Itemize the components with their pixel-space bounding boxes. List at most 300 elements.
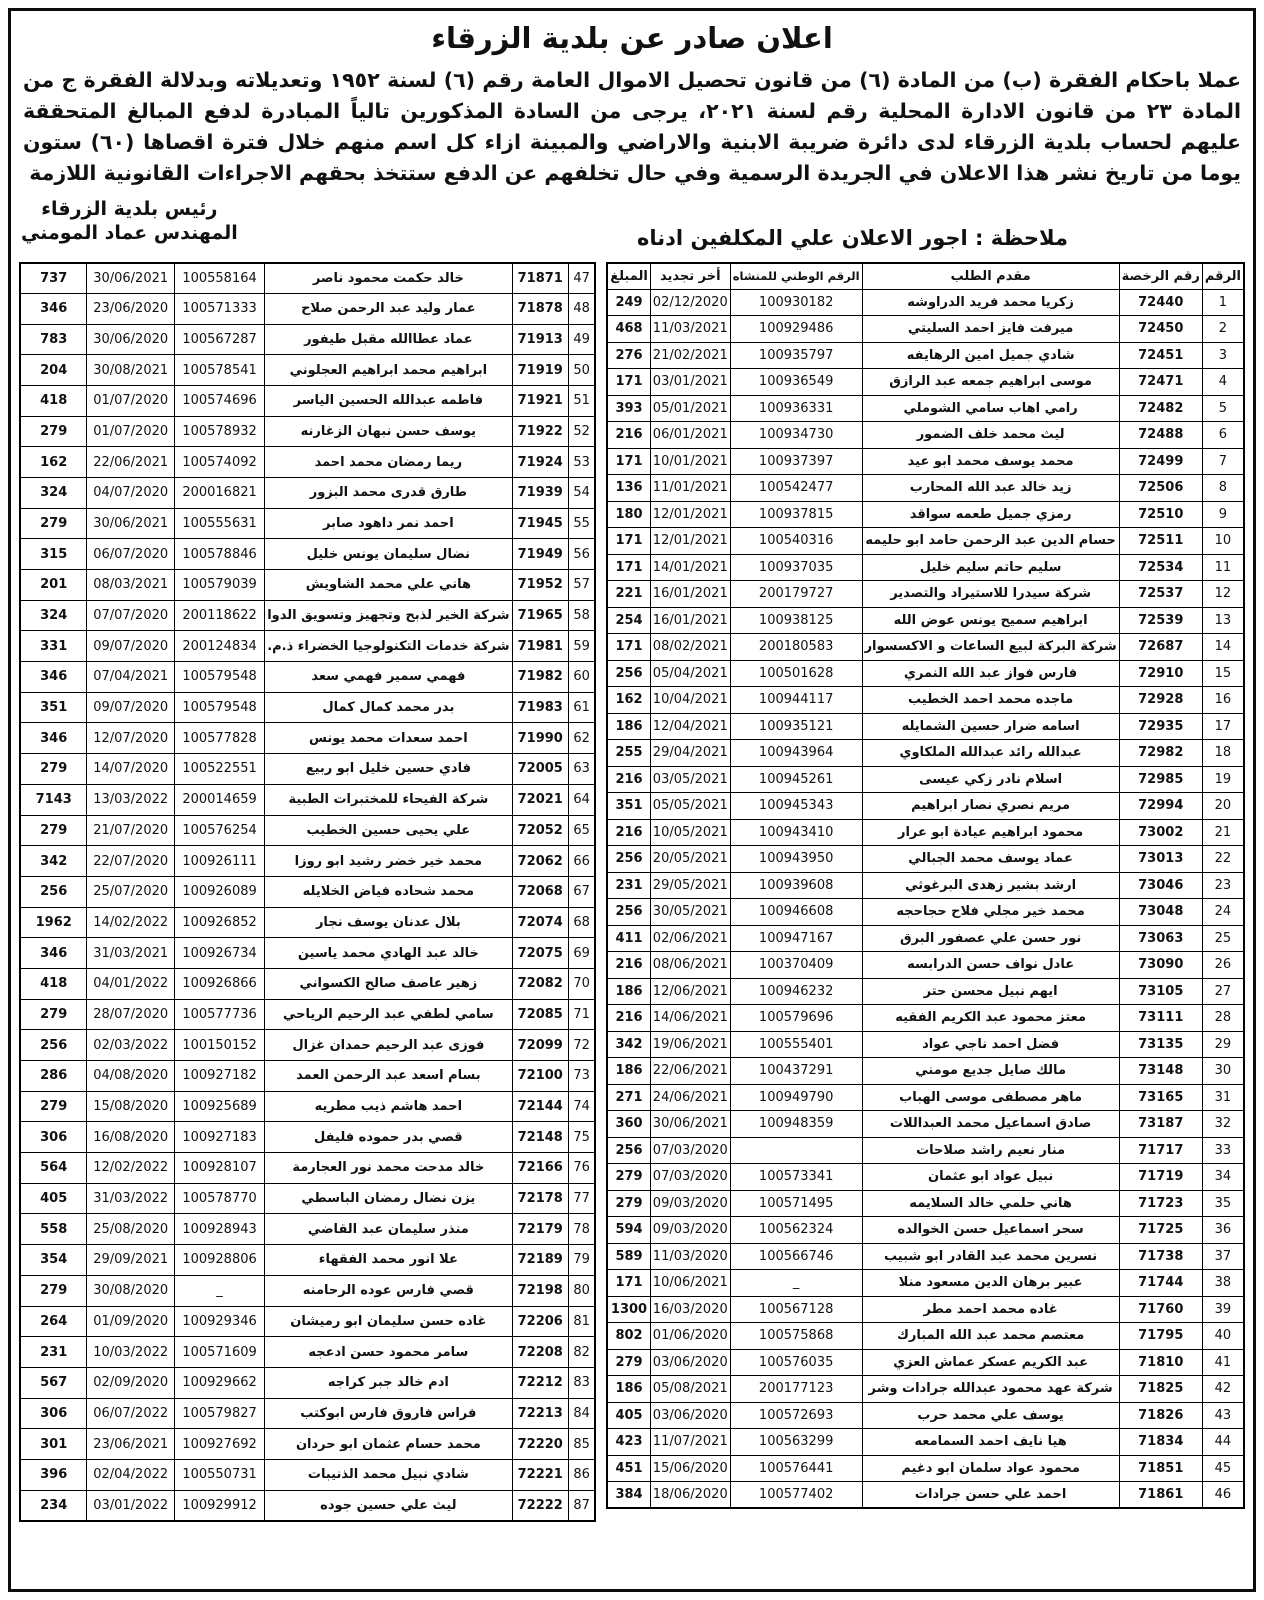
table-row bbox=[607, 846, 1244, 873]
renewal-date: 22/07/2020 bbox=[87, 846, 174, 877]
table-row bbox=[20, 293, 595, 324]
renewal-date: 30/06/2021 bbox=[650, 1111, 730, 1138]
applicant-name: محمد حسام عثمان ابو حردان bbox=[265, 1429, 512, 1460]
amount: 346 bbox=[20, 293, 87, 324]
license-number: 72482 bbox=[1119, 395, 1202, 422]
amount: 346 bbox=[20, 662, 87, 693]
row-number: 77 bbox=[568, 1183, 595, 1214]
renewal-date: 07/07/2020 bbox=[87, 600, 174, 631]
license-number: 72440 bbox=[1119, 289, 1202, 316]
national-number: 100947167 bbox=[730, 925, 862, 952]
applicant-name: معتصم محمد عبد الله المبارك bbox=[862, 1323, 1119, 1350]
row-number: 50 bbox=[568, 355, 595, 386]
renewal-date: 29/09/2021 bbox=[87, 1245, 174, 1276]
license-number: 71871 bbox=[512, 263, 568, 294]
applicant-name: نبيل عواد ابو عثمان bbox=[862, 1164, 1119, 1191]
national-number: 100579827 bbox=[174, 1398, 264, 1429]
row-number: 38 bbox=[1202, 1270, 1244, 1297]
applicant-name: فادي حسين خليل ابو ربيع bbox=[265, 754, 512, 785]
renewal-date: 15/06/2020 bbox=[650, 1455, 730, 1482]
table-row bbox=[607, 1270, 1244, 1297]
national-number: 100579548 bbox=[174, 692, 264, 723]
table-row bbox=[607, 1429, 1244, 1456]
header-license-number: رقم الرخصة bbox=[1119, 263, 1202, 290]
table-row bbox=[607, 952, 1244, 979]
national-number: 200118622 bbox=[174, 600, 264, 631]
row-number: 84 bbox=[568, 1398, 595, 1429]
row-number: 71 bbox=[568, 999, 595, 1030]
renewal-date: 09/07/2020 bbox=[87, 631, 174, 662]
table-row bbox=[607, 395, 1244, 422]
table-row bbox=[20, 1306, 595, 1337]
applicant-name: نضال سليمان يونس خليل bbox=[265, 539, 512, 570]
amount: 254 bbox=[607, 607, 650, 634]
renewal-date: 05/01/2021 bbox=[650, 395, 730, 422]
row-number: 33 bbox=[1202, 1137, 1244, 1164]
row-number: 61 bbox=[568, 692, 595, 723]
signature-block bbox=[21, 198, 238, 246]
table-row bbox=[20, 1091, 595, 1122]
renewal-date: 10/05/2021 bbox=[650, 819, 730, 846]
table-row bbox=[607, 1190, 1244, 1217]
table-row bbox=[607, 316, 1244, 343]
national-number: 100928806 bbox=[174, 1245, 264, 1276]
table-row bbox=[20, 1429, 595, 1460]
renewal-date: 22/06/2021 bbox=[650, 1058, 730, 1085]
table-row bbox=[20, 784, 595, 815]
table-row bbox=[20, 692, 595, 723]
row-number: 3 bbox=[1202, 342, 1244, 369]
license-number: 71983 bbox=[512, 692, 568, 723]
table-row bbox=[607, 740, 1244, 767]
renewal-date: 04/07/2020 bbox=[87, 477, 174, 508]
applicant-name: عماد يوسف محمد الجبالي bbox=[862, 846, 1119, 873]
license-number: 73105 bbox=[1119, 978, 1202, 1005]
license-number: 71760 bbox=[1119, 1296, 1202, 1323]
row-number: 6 bbox=[1202, 422, 1244, 449]
license-number: 73165 bbox=[1119, 1084, 1202, 1111]
license-number: 71913 bbox=[512, 324, 568, 355]
renewal-date: 01/07/2020 bbox=[87, 416, 174, 447]
applicant-name: عمار وليد عبد الرحمن صلاح bbox=[265, 293, 512, 324]
row-number: 24 bbox=[1202, 899, 1244, 926]
license-number: 71719 bbox=[1119, 1164, 1202, 1191]
national-number: 100567287 bbox=[174, 324, 264, 355]
table-row bbox=[20, 907, 595, 938]
renewal-date: 06/07/2022 bbox=[87, 1398, 174, 1429]
national-number: 100926111 bbox=[174, 846, 264, 877]
amount: 418 bbox=[20, 968, 87, 999]
table-row bbox=[20, 815, 595, 846]
license-number: 72471 bbox=[1119, 369, 1202, 396]
amount: 234 bbox=[20, 1490, 87, 1521]
national-number: 100555631 bbox=[174, 508, 264, 539]
national-number: 100577402 bbox=[730, 1482, 862, 1509]
applicant-name: ابراهيم محمد ابراهيم العجلوني bbox=[265, 355, 512, 386]
renewal-date: 30/08/2020 bbox=[87, 1275, 174, 1306]
national-number: 100930182 bbox=[730, 289, 862, 316]
national-number: 100522551 bbox=[174, 754, 264, 785]
amount: 802 bbox=[607, 1323, 650, 1350]
applicant-name: بدر محمد كمال كمال bbox=[265, 692, 512, 723]
row-number: 83 bbox=[568, 1367, 595, 1398]
renewal-date: 01/09/2020 bbox=[87, 1306, 174, 1337]
renewal-date: 12/01/2021 bbox=[650, 501, 730, 528]
renewal-date: 12/06/2021 bbox=[650, 978, 730, 1005]
amount: 451 bbox=[607, 1455, 650, 1482]
renewal-date: 05/05/2021 bbox=[650, 793, 730, 820]
national-number: 200179727 bbox=[730, 581, 862, 608]
table-row bbox=[20, 1153, 595, 1184]
amount: 346 bbox=[20, 723, 87, 754]
amount: 7143 bbox=[20, 784, 87, 815]
applicant-name: خالد حكمت محمود ناصر bbox=[265, 263, 512, 294]
applicant-name: ريما رمضان محمد احمد bbox=[265, 447, 512, 478]
applicant-name: يزن نضال رمضان الباسطي bbox=[265, 1183, 512, 1214]
license-number: 72994 bbox=[1119, 793, 1202, 820]
row-number: 78 bbox=[568, 1214, 595, 1245]
renewal-date: 24/06/2021 bbox=[650, 1084, 730, 1111]
license-number: 71851 bbox=[1119, 1455, 1202, 1482]
table-row bbox=[20, 1030, 595, 1061]
row-number: 43 bbox=[1202, 1402, 1244, 1429]
renewal-date: 12/01/2021 bbox=[650, 528, 730, 555]
renewal-date: 23/06/2020 bbox=[87, 293, 174, 324]
renewal-date: 09/03/2020 bbox=[650, 1217, 730, 1244]
amount: 279 bbox=[20, 1275, 87, 1306]
national-number: 100563299 bbox=[730, 1429, 862, 1456]
license-number: 72985 bbox=[1119, 766, 1202, 793]
row-number: 54 bbox=[568, 477, 595, 508]
license-number: 72166 bbox=[512, 1153, 568, 1184]
applicant-name: منذر سليمان عبد القاضي bbox=[265, 1214, 512, 1245]
national-number: 100576035 bbox=[730, 1349, 862, 1376]
national-number: 100578932 bbox=[174, 416, 264, 447]
row-number: 45 bbox=[1202, 1455, 1244, 1482]
row-number: 2 bbox=[1202, 316, 1244, 343]
row-number: 79 bbox=[568, 1245, 595, 1276]
national-number: 100926089 bbox=[174, 876, 264, 907]
amount: 231 bbox=[20, 1337, 87, 1368]
table-row bbox=[20, 1122, 595, 1153]
row-number: 10 bbox=[1202, 528, 1244, 555]
renewal-date: 14/01/2021 bbox=[650, 554, 730, 581]
header-applicant: مقدم الطلب bbox=[862, 263, 1119, 290]
note-text: ملاحظة : اجور الاعلان علي المكلفين ادناه bbox=[636, 225, 1068, 250]
table-row bbox=[607, 660, 1244, 687]
applicant-name: ابراهيم سميح يونس عوض الله bbox=[862, 607, 1119, 634]
renewal-date: 12/02/2022 bbox=[87, 1153, 174, 1184]
amount: 411 bbox=[607, 925, 650, 952]
row-number: 58 bbox=[568, 600, 595, 631]
applicant-name: عادل نواف حسن الدرابسه bbox=[862, 952, 1119, 979]
renewal-date: 03/01/2021 bbox=[650, 369, 730, 396]
license-number: 72687 bbox=[1119, 634, 1202, 661]
national-number: 100935121 bbox=[730, 713, 862, 740]
national-number: 100948359 bbox=[730, 1111, 862, 1138]
row-number: 23 bbox=[1202, 872, 1244, 899]
renewal-date: 21/02/2021 bbox=[650, 342, 730, 369]
row-number: 59 bbox=[568, 631, 595, 662]
license-number: 72499 bbox=[1119, 448, 1202, 475]
renewal-date: 06/07/2020 bbox=[87, 539, 174, 570]
license-number: 72488 bbox=[1119, 422, 1202, 449]
renewal-date: 16/01/2021 bbox=[650, 581, 730, 608]
table-row bbox=[607, 1349, 1244, 1376]
table-row bbox=[20, 1459, 595, 1490]
applicant-name: شركة الفيحاء للمختبرات الطبية bbox=[265, 784, 512, 815]
applicant-name: شركة الخير لذبح وتجهيز وتسويق الدوا bbox=[265, 600, 512, 631]
applicant-name: رامي اهاب سامي الشوملي bbox=[862, 395, 1119, 422]
applicant-name: محمود عواد سلمان ابو دغيم bbox=[862, 1455, 1119, 1482]
row-number: 47 bbox=[568, 263, 595, 294]
national-number: 100939608 bbox=[730, 872, 862, 899]
amount: 162 bbox=[20, 447, 87, 478]
renewal-date: 02/09/2020 bbox=[87, 1367, 174, 1398]
applicant-name: يوسف علي محمد حرب bbox=[862, 1402, 1119, 1429]
amount: 279 bbox=[20, 1091, 87, 1122]
renewal-date: 30/06/2021 bbox=[87, 263, 174, 294]
license-number: 71878 bbox=[512, 293, 568, 324]
amount: 346 bbox=[20, 938, 87, 969]
applicant-name: شركة عهد محمود عبدالله جرادات وشر bbox=[862, 1376, 1119, 1403]
table-row bbox=[607, 1243, 1244, 1270]
applicant-name: سامي لطفي عبد الرحيم الرياحي bbox=[265, 999, 512, 1030]
renewal-date: 06/01/2021 bbox=[650, 422, 730, 449]
applicant-name: سحر اسماعيل حسن الخوالده bbox=[862, 1217, 1119, 1244]
license-number: 72221 bbox=[512, 1459, 568, 1490]
table-row bbox=[607, 1296, 1244, 1323]
renewal-date: 03/06/2020 bbox=[650, 1402, 730, 1429]
table-row bbox=[607, 1376, 1244, 1403]
national-number: 100929486 bbox=[730, 316, 862, 343]
renewal-date: 30/06/2020 bbox=[87, 324, 174, 355]
national-number: 100936549 bbox=[730, 369, 862, 396]
row-number: 8 bbox=[1202, 475, 1244, 502]
table-row bbox=[607, 766, 1244, 793]
license-number: 73090 bbox=[1119, 952, 1202, 979]
row-number: 46 bbox=[1202, 1482, 1244, 1509]
national-number: 100578541 bbox=[174, 355, 264, 386]
license-table-left bbox=[19, 262, 596, 1522]
table-row bbox=[20, 477, 595, 508]
applicant-name: عبير برهان الدين مسعود منلا bbox=[862, 1270, 1119, 1297]
national-number: 100945343 bbox=[730, 793, 862, 820]
license-number: 73135 bbox=[1119, 1031, 1202, 1058]
national-number: 100571609 bbox=[174, 1337, 264, 1368]
license-number: 72213 bbox=[512, 1398, 568, 1429]
row-number: 19 bbox=[1202, 766, 1244, 793]
applicant-name: علا انور محمد الفقهاء bbox=[265, 1245, 512, 1276]
table-row bbox=[20, 1061, 595, 1092]
renewal-date: 10/03/2022 bbox=[87, 1337, 174, 1368]
renewal-date: 14/07/2020 bbox=[87, 754, 174, 785]
national-number: 100555401 bbox=[730, 1031, 862, 1058]
applicant-name: مالك صايل جديع مومني bbox=[862, 1058, 1119, 1085]
renewal-date: 18/06/2020 bbox=[650, 1482, 730, 1509]
applicant-name: فوزى عبد الرحيم حمدان غزال bbox=[265, 1030, 512, 1061]
license-number: 72005 bbox=[512, 754, 568, 785]
national-number: 100571495 bbox=[730, 1190, 862, 1217]
applicant-name: شركة خدمات التكنولوجيا الخضراء ذ.م. bbox=[265, 631, 512, 662]
table-row bbox=[607, 1217, 1244, 1244]
amount: 256 bbox=[607, 660, 650, 687]
row-number: 60 bbox=[568, 662, 595, 693]
amount: 783 bbox=[20, 324, 87, 355]
license-number: 71949 bbox=[512, 539, 568, 570]
renewal-date: 12/04/2021 bbox=[650, 713, 730, 740]
row-number: 55 bbox=[568, 508, 595, 539]
national-number: 100928107 bbox=[174, 1153, 264, 1184]
applicant-name: فارس فواز عبد الله النمري bbox=[862, 660, 1119, 687]
license-number: 72178 bbox=[512, 1183, 568, 1214]
renewal-date: 07/04/2021 bbox=[87, 662, 174, 693]
national-number: 100573341 bbox=[730, 1164, 862, 1191]
renewal-date: 13/03/2022 bbox=[87, 784, 174, 815]
table-row bbox=[607, 872, 1244, 899]
amount: 354 bbox=[20, 1245, 87, 1276]
table-row bbox=[20, 1367, 595, 1398]
table-body-right bbox=[607, 289, 1244, 1508]
row-number: 29 bbox=[1202, 1031, 1244, 1058]
applicant-name: شركة البركة لبيع الساعات و الاكسسوار bbox=[862, 634, 1119, 661]
national-number: 100540316 bbox=[730, 528, 862, 555]
applicant-name: موسى ابراهيم جمعه عبد الرازق bbox=[862, 369, 1119, 396]
table-row bbox=[20, 968, 595, 999]
amount: 221 bbox=[607, 581, 650, 608]
license-number: 71861 bbox=[1119, 1482, 1202, 1509]
national-number: 200177123 bbox=[730, 1376, 862, 1403]
amount: 423 bbox=[607, 1429, 650, 1456]
national-number: 200124834 bbox=[174, 631, 264, 662]
row-number: 42 bbox=[1202, 1376, 1244, 1403]
row-number: 51 bbox=[568, 385, 595, 416]
applicant-name: منار نعيم راشد صلاحات bbox=[862, 1137, 1119, 1164]
announcement-body: عملا باحكام الفقرة (ب) من المادة (٦) من قانون تحصيل الاموال العامة رقم (٦) لسنة ١٩٥٢ وتعديلاته وبدلالة الفقرة ج من المادة ٢٣ من قانون الادارة المحلية رقم لسنة ٢٠٢١، يرجى من السادة المذكورين تالياً المبادرة لدفع المبالغ المتحققة عليهم لحساب بلدية الزرقاء لدى دائرة ضريبة الابنية والاراضي والمبينة ازاء كل اسم منهم خلال فترة اقصاها (٦٠) ستون يوما من تاريخ نشر هذا الاعلان في الجريدة الرسمية وفي حال تخلفهم عن الدفع ستتخذ بحقهم الاجراءات القانونية اللازمة bbox=[23, 68, 1241, 186]
row-number: 66 bbox=[568, 846, 595, 877]
license-number: 72144 bbox=[512, 1091, 568, 1122]
row-number: 14 bbox=[1202, 634, 1244, 661]
amount: 306 bbox=[20, 1122, 87, 1153]
row-number: 39 bbox=[1202, 1296, 1244, 1323]
table-row bbox=[20, 355, 595, 386]
applicant-name: رمزي جميل طعمه سواقد bbox=[862, 501, 1119, 528]
applicant-name: صادق اسماعيل محمد العبداللات bbox=[862, 1111, 1119, 1138]
renewal-date: 10/06/2021 bbox=[650, 1270, 730, 1297]
applicant-name: زيد خالد عبد الله المحارب bbox=[862, 475, 1119, 502]
table-row bbox=[20, 1214, 595, 1245]
applicant-name: ايهم نبيل محسن حتر bbox=[862, 978, 1119, 1005]
national-number: 100370409 bbox=[730, 952, 862, 979]
national-number: 100929346 bbox=[174, 1306, 264, 1337]
table-row bbox=[607, 607, 1244, 634]
amount: 393 bbox=[607, 395, 650, 422]
amount: 279 bbox=[20, 815, 87, 846]
license-number: 71826 bbox=[1119, 1402, 1202, 1429]
amount: 216 bbox=[607, 1005, 650, 1032]
renewal-date: 14/06/2021 bbox=[650, 1005, 730, 1032]
renewal-date: 23/06/2021 bbox=[87, 1429, 174, 1460]
table-row bbox=[607, 369, 1244, 396]
row-number: 12 bbox=[1202, 581, 1244, 608]
national-number: 100928943 bbox=[174, 1214, 264, 1245]
row-number: 63 bbox=[568, 754, 595, 785]
national-number: 100579039 bbox=[174, 570, 264, 601]
national-number: 100576441 bbox=[730, 1455, 862, 1482]
national-number: 100566746 bbox=[730, 1243, 862, 1270]
license-number: 72082 bbox=[512, 968, 568, 999]
amount: 418 bbox=[20, 385, 87, 416]
amount: 567 bbox=[20, 1367, 87, 1398]
renewal-date: 01/07/2020 bbox=[87, 385, 174, 416]
national-number: 200016821 bbox=[174, 477, 264, 508]
national-number: 100944117 bbox=[730, 687, 862, 714]
renewal-date: 30/08/2021 bbox=[87, 355, 174, 386]
national-number: 100578770 bbox=[174, 1183, 264, 1214]
table-header-row bbox=[607, 263, 1244, 290]
applicant-name: يوسف حسن نبهان الزغارنه bbox=[265, 416, 512, 447]
amount: 216 bbox=[607, 819, 650, 846]
applicant-name: خالد مدحت محمد نور العجارمة bbox=[265, 1153, 512, 1184]
national-number: 100577828 bbox=[174, 723, 264, 754]
license-number: 72450 bbox=[1119, 316, 1202, 343]
amount: 558 bbox=[20, 1214, 87, 1245]
renewal-date: 16/08/2020 bbox=[87, 1122, 174, 1153]
renewal-date: 28/07/2020 bbox=[87, 999, 174, 1030]
row-number: 4 bbox=[1202, 369, 1244, 396]
license-number: 71723 bbox=[1119, 1190, 1202, 1217]
table-row bbox=[607, 422, 1244, 449]
row-number: 34 bbox=[1202, 1164, 1244, 1191]
license-number: 71965 bbox=[512, 600, 568, 631]
renewal-date: 22/06/2021 bbox=[87, 447, 174, 478]
amount: 186 bbox=[607, 1376, 650, 1403]
table-row bbox=[607, 687, 1244, 714]
row-number: 40 bbox=[1202, 1323, 1244, 1350]
row-number: 65 bbox=[568, 815, 595, 846]
table-row bbox=[607, 342, 1244, 369]
renewal-date: 31/03/2022 bbox=[87, 1183, 174, 1214]
national-number: 100935797 bbox=[730, 342, 862, 369]
renewal-date: 31/03/2021 bbox=[87, 938, 174, 969]
table-row bbox=[20, 324, 595, 355]
amount: 324 bbox=[20, 600, 87, 631]
applicant-name: محمد يوسف محمد ابو عيد bbox=[862, 448, 1119, 475]
table-row bbox=[607, 448, 1244, 475]
license-number: 72148 bbox=[512, 1122, 568, 1153]
amount: 276 bbox=[607, 342, 650, 369]
national-number: 100501628 bbox=[730, 660, 862, 687]
license-number: 71810 bbox=[1119, 1349, 1202, 1376]
national-number: 100943410 bbox=[730, 819, 862, 846]
renewal-date: 02/12/2020 bbox=[650, 289, 730, 316]
license-number: 73148 bbox=[1119, 1058, 1202, 1085]
amount: 384 bbox=[607, 1482, 650, 1509]
applicant-name: بسام اسعد عبد الرحمن العمد bbox=[265, 1061, 512, 1092]
row-number: 28 bbox=[1202, 1005, 1244, 1032]
row-number: 67 bbox=[568, 876, 595, 907]
row-number: 73 bbox=[568, 1061, 595, 1092]
amount: 162 bbox=[607, 687, 650, 714]
national-number: 100926852 bbox=[174, 907, 264, 938]
applicant-name: زهير عاصف صالح الكسواني bbox=[265, 968, 512, 999]
table-row bbox=[20, 876, 595, 907]
renewal-date: 25/07/2020 bbox=[87, 876, 174, 907]
amount: 279 bbox=[20, 416, 87, 447]
row-number: 80 bbox=[568, 1275, 595, 1306]
amount: 171 bbox=[607, 369, 650, 396]
row-number: 32 bbox=[1202, 1111, 1244, 1138]
